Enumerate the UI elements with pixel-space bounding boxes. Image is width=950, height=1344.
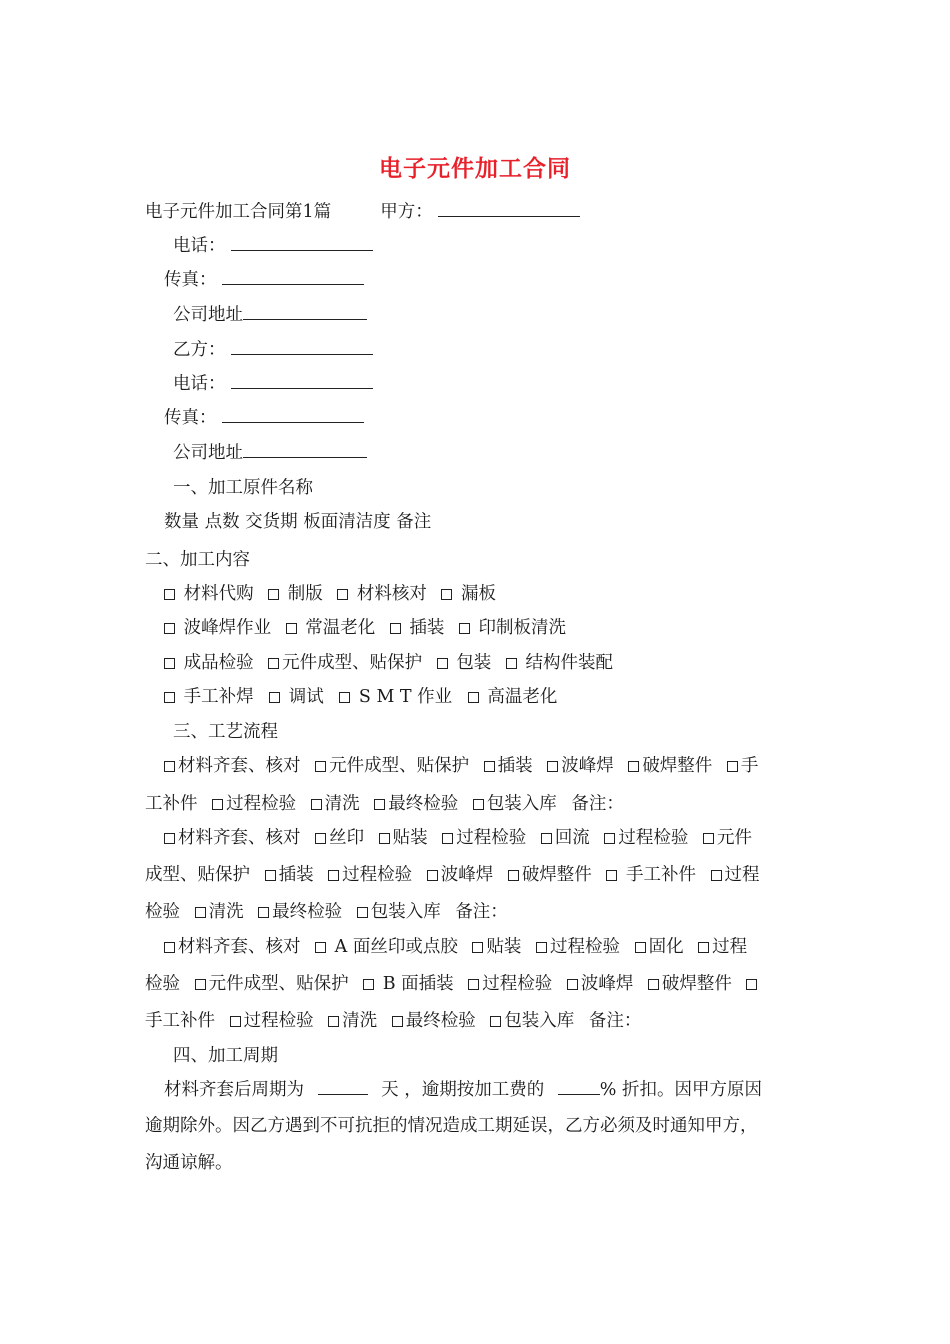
party-a-fax-blank[interactable] (222, 269, 364, 285)
option-label: 材料代购 (183, 584, 254, 604)
step-label: 波峰焊 (580, 974, 634, 994)
period-text-a: 材料齐套后周期为 (164, 1080, 304, 1100)
checkbox[interactable] (508, 870, 519, 881)
checkbox[interactable] (315, 942, 326, 953)
checkbox[interactable] (315, 761, 326, 772)
party-b-line (173, 338, 373, 362)
party-a-fax-label: 传真： (164, 270, 217, 290)
checkbox[interactable] (230, 1016, 241, 1027)
party-b-blank[interactable] (231, 339, 373, 355)
section2-row2 (164, 616, 575, 640)
step-label: 成型、贴保护 (145, 865, 250, 885)
step-label: 回流 (554, 828, 590, 848)
step-label: 元件 (716, 828, 752, 848)
step-label: 贴装 (392, 828, 428, 848)
flow2-line2 (145, 863, 760, 887)
party-a-label: 甲方： (380, 202, 433, 222)
party-b-fax-line (164, 406, 364, 430)
checkbox[interactable] (648, 979, 659, 990)
step-label: 清洗 (208, 902, 244, 922)
party-b-fax-label: 传真： (164, 408, 217, 428)
party-b-phone-blank[interactable] (231, 373, 373, 389)
checkbox[interactable] (567, 979, 578, 990)
step-label: 检验 (145, 902, 180, 922)
party-b-label: 乙方： (173, 340, 226, 360)
checkbox[interactable] (164, 589, 175, 600)
option-label: 插装 (409, 618, 445, 638)
party-a-phone-blank[interactable] (231, 235, 373, 251)
checkbox[interactable] (506, 658, 517, 669)
party-a-fax-line (164, 268, 364, 292)
party-a-address-label: 公司地址 (173, 305, 243, 325)
flow1-line2 (145, 792, 624, 816)
checkbox[interactable] (468, 979, 479, 990)
section4-heading: 四、加工周期 (173, 1046, 278, 1066)
flow3-line1 (164, 935, 747, 959)
step-label: 最终检验 (272, 902, 343, 922)
checkbox[interactable] (459, 623, 470, 634)
checkbox[interactable] (311, 799, 322, 810)
step-label: 破焊整件 (521, 865, 592, 885)
checkbox[interactable] (265, 870, 276, 881)
step-label: 过程检验 (226, 794, 297, 814)
step-label: 过程 (724, 865, 760, 885)
checkbox[interactable] (635, 942, 646, 953)
step-label: 过程检验 (456, 828, 527, 848)
option-label: 材料核对 (356, 584, 427, 604)
period-text-c: % 折扣。因甲方原因 (599, 1080, 762, 1100)
option-label: 印制板清洗 (478, 618, 567, 638)
party-a-address-blank[interactable] (243, 304, 367, 320)
party-b-phone-label: 电话： (173, 374, 226, 394)
intro-line (145, 200, 580, 224)
step-label: 材料齐套、核对 (178, 828, 301, 848)
section2-row4 (164, 685, 567, 709)
flow3-line2 (145, 972, 760, 996)
step-label: 包装入库 (370, 902, 441, 922)
option-label: 调试 (288, 687, 324, 707)
party-b-phone-line (173, 372, 373, 396)
section3-heading: 三、工艺流程 (173, 722, 278, 742)
days-blank[interactable] (318, 1079, 368, 1095)
checkbox[interactable] (437, 658, 448, 669)
step-label: 最终检验 (405, 1011, 476, 1031)
checkbox[interactable] (164, 692, 175, 703)
step-label: 元件成型、贴保护 (329, 756, 470, 776)
checkbox[interactable] (374, 799, 385, 810)
checkbox[interactable] (363, 979, 374, 990)
checkbox[interactable] (379, 833, 390, 844)
checkbox[interactable] (427, 870, 438, 881)
checkbox[interactable] (268, 658, 279, 669)
section4-paragraph-line3: 沟通谅解。 (145, 1153, 233, 1173)
step-label: 波峰焊 (561, 756, 614, 776)
section1-columns: 数量 点数 交货期 板面清洁度 备注 (164, 512, 432, 532)
checkbox[interactable] (164, 942, 175, 953)
checkbox[interactable] (195, 979, 206, 990)
checkbox[interactable] (442, 833, 453, 844)
step-label: 过程检验 (550, 937, 621, 957)
step-label: 材料齐套、核对 (178, 756, 301, 776)
step-label: 插装 (497, 756, 533, 776)
checkbox[interactable] (472, 942, 483, 953)
step-label: 包装入库 (504, 1011, 575, 1031)
step-label: 固化 (648, 937, 684, 957)
checkbox[interactable] (746, 979, 757, 990)
party-a-phone-line (173, 234, 373, 258)
step-label: 插装 (278, 865, 314, 885)
step-label: A 面丝印或点胶 (334, 937, 458, 957)
checkbox[interactable] (268, 589, 279, 600)
checkbox[interactable] (339, 692, 350, 703)
intro-text: 电子元件加工合同第1篇 (145, 202, 332, 222)
party-b-fax-blank[interactable] (222, 407, 364, 423)
step-label: 贴装 (486, 937, 522, 957)
checkbox[interactable] (164, 761, 175, 772)
party-b-address-line (173, 441, 367, 465)
step-label: 过程检验 (482, 974, 553, 994)
checkbox[interactable] (711, 870, 722, 881)
note-label: 备注： (455, 902, 508, 922)
document-title: 电子元件加工合同 (379, 155, 571, 182)
checkbox[interactable] (547, 761, 558, 772)
step-label: 清洗 (342, 1011, 378, 1031)
option-label: 包装 (456, 653, 492, 673)
step-label: 手工补件 (145, 1011, 215, 1031)
checkbox[interactable] (328, 870, 339, 881)
step-label: 手工补件 (625, 865, 696, 885)
checkbox[interactable] (473, 799, 484, 810)
section2-row1 (164, 582, 505, 606)
option-label: 手工补焊 (183, 687, 254, 707)
party-a-blank[interactable] (438, 201, 580, 217)
flow1-line1 (164, 754, 758, 778)
party-a-phone-label: 电话： (173, 236, 226, 256)
party-b-address-label: 公司地址 (173, 443, 243, 463)
party-a-address-line (173, 303, 367, 327)
step-label: 破焊整件 (642, 756, 713, 776)
checkbox[interactable] (392, 1016, 403, 1027)
checkbox[interactable] (337, 589, 348, 600)
option-label: 结构件装配 (525, 653, 613, 673)
checkbox[interactable] (468, 692, 479, 703)
section4-paragraph-line2: 逾期除外。因乙方遇到不可抗拒的情况造成工期延误，乙方必须及时通知甲方， (145, 1116, 758, 1136)
step-label: B 面插装 (382, 974, 454, 994)
checkbox[interactable] (164, 623, 175, 634)
option-label: 常温老化 (305, 618, 376, 638)
step-label: 元件成型、贴保护 (208, 974, 349, 994)
checkbox[interactable] (727, 761, 738, 772)
section1-heading: 一、加工原件名称 (173, 478, 313, 498)
checkbox[interactable] (628, 761, 639, 772)
option-label: 漏板 (461, 584, 497, 604)
step-label: 最终检验 (388, 794, 459, 814)
note-label: 备注： (588, 1011, 642, 1031)
step-label: 手 (740, 756, 759, 776)
checkbox[interactable] (164, 833, 175, 844)
step-label: 包装入库 (486, 794, 557, 814)
option-label: 成品检验 (183, 653, 254, 673)
step-label: 破焊整件 (661, 974, 732, 994)
checkbox[interactable] (315, 833, 326, 844)
note-label: 备注： (571, 794, 624, 814)
step-label: 过程检验 (618, 828, 689, 848)
checkbox[interactable] (541, 833, 552, 844)
option-label: 制版 (287, 584, 323, 604)
checkbox[interactable] (357, 907, 368, 918)
step-label: 工补件 (145, 794, 198, 814)
option-label: 元件成型、贴保护 (282, 653, 423, 673)
checkbox[interactable] (212, 799, 223, 810)
checkbox[interactable] (164, 658, 175, 669)
checkbox[interactable] (286, 623, 297, 634)
section2-heading: 二、加工内容 (145, 550, 250, 570)
checkbox[interactable] (698, 942, 709, 953)
step-label: 检验 (145, 974, 180, 994)
checkbox[interactable] (703, 833, 714, 844)
step-label: 过程 (712, 937, 748, 957)
checkbox[interactable] (490, 1016, 501, 1027)
checkbox[interactable] (328, 1016, 339, 1027)
step-label: 材料齐套、核对 (178, 937, 301, 957)
step-label: 过程检验 (342, 865, 413, 885)
checkbox[interactable] (484, 761, 495, 772)
checkbox[interactable] (606, 870, 617, 881)
flow2-line1 (164, 826, 752, 850)
section2-row3 (164, 651, 622, 675)
step-label: 波峰焊 (440, 865, 494, 885)
flow3-line3 (145, 1009, 641, 1033)
step-label: 过程检验 (243, 1011, 314, 1031)
checkbox[interactable] (441, 589, 452, 600)
party-b-address-blank[interactable] (243, 442, 367, 458)
option-label: S M T 作业 (358, 687, 453, 707)
section4-paragraph-line1 (164, 1078, 762, 1102)
checkbox[interactable] (258, 907, 269, 918)
step-label: 丝印 (329, 828, 365, 848)
checkbox[interactable] (536, 942, 547, 953)
period-text-b: 天 ，逾期按加工费的 (381, 1080, 545, 1100)
discount-blank[interactable] (558, 1079, 600, 1095)
flow2-line3 (145, 900, 508, 924)
option-label: 波峰焊作业 (183, 618, 272, 638)
checkbox[interactable] (269, 692, 280, 703)
checkbox[interactable] (604, 833, 615, 844)
checkbox[interactable] (195, 907, 206, 918)
step-label: 清洗 (324, 794, 360, 814)
checkbox[interactable] (390, 623, 401, 634)
option-label: 高温老化 (487, 687, 558, 707)
